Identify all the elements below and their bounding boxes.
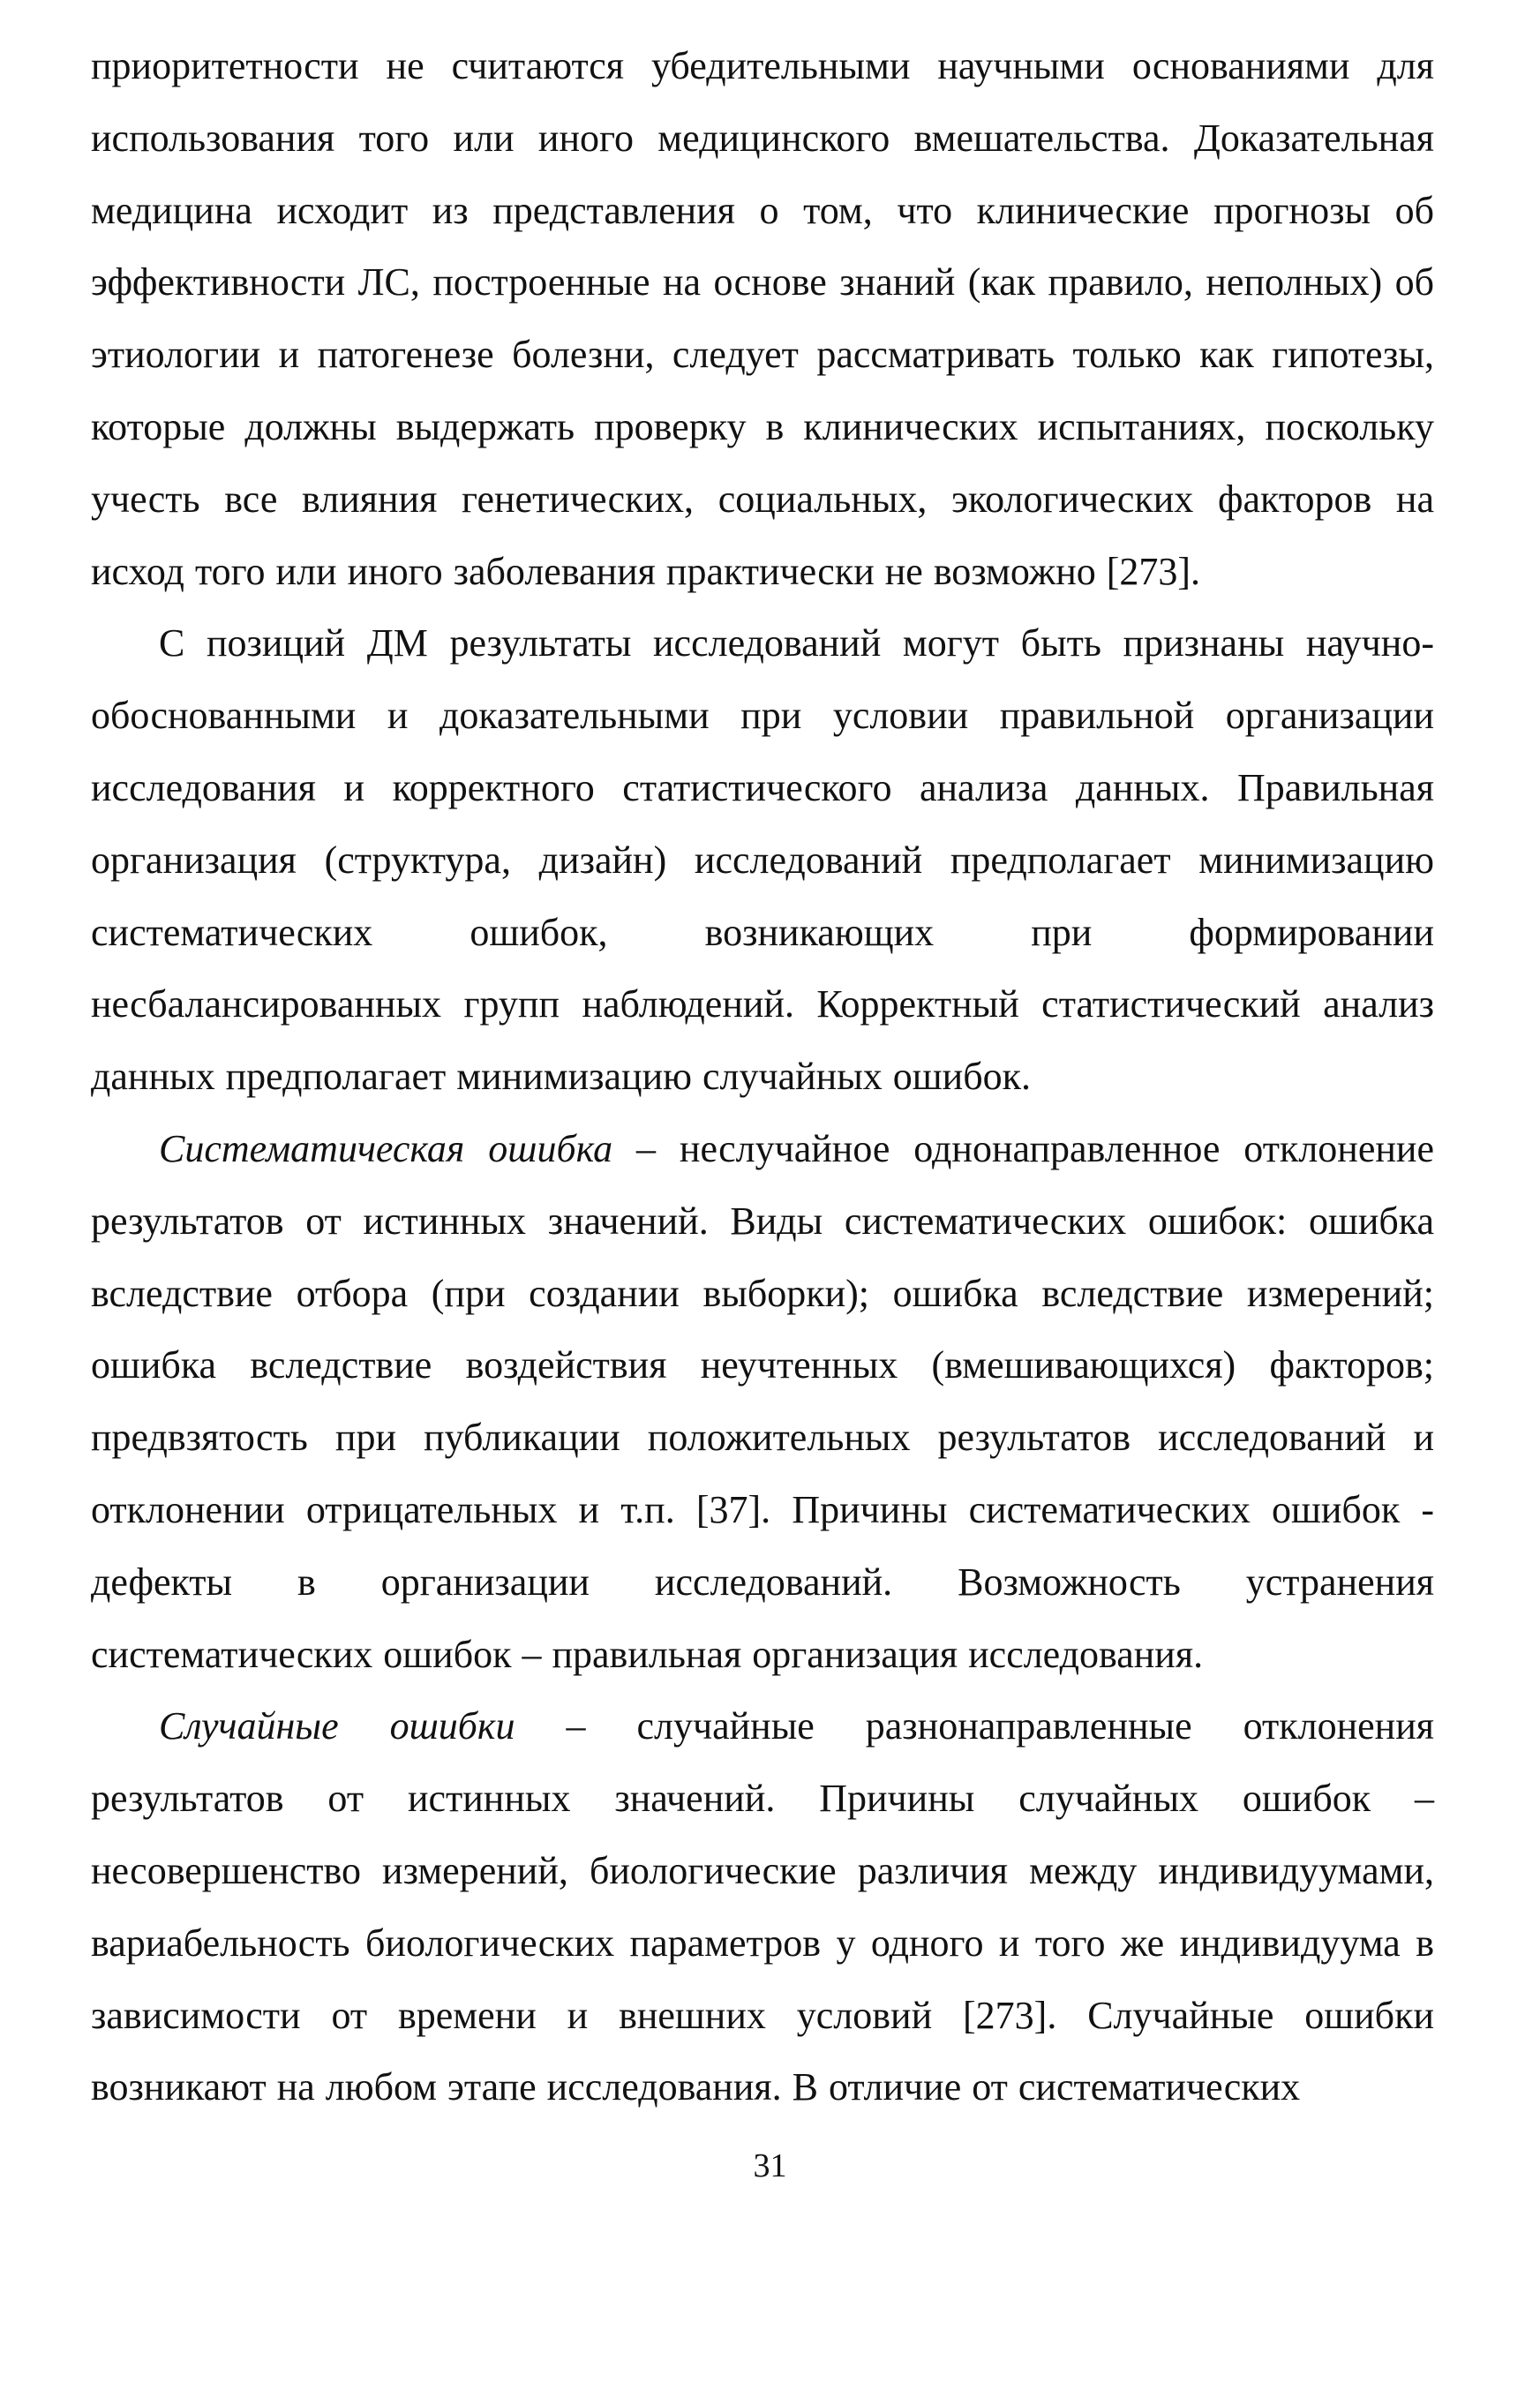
paragraph-text: С позиций ДМ результаты исследований могут быть признаны научно-обоснованными и доказательными при условии правильной организации исследования и корректного статистического анализа данных. Правильная организация (структура, дизайн) исследований предполагает минимизацию систематических ошибок, возникающих при формировании несбалансированных групп наблюдений. Корректный статистический анализ данных предполагает минимизацию случайных ошибок. bbox=[91, 621, 1434, 1099]
paragraph-text: – случайные разнонаправленные отклонения результатов от истинных значений. Причины случайных ошибок – несовершенство измерений, биологические различия между индивидуумами, вариабельность биологических параметров у одного и того же индивидуума в зависимости от времени и внешних условий [273]. Случайные ошибки возникают на любом этапе исследования. В отличие от систематических bbox=[91, 1704, 1434, 2109]
term-random-errors: Случайные ошибки bbox=[159, 1704, 515, 1748]
body-text bbox=[91, 30, 1434, 2124]
paragraph-random-errors bbox=[91, 1690, 1434, 2124]
paragraph-evidence-based-medicine bbox=[91, 607, 1434, 1113]
term-systematic-error: Систематическая ошибка bbox=[159, 1126, 613, 1170]
paragraph-continuation bbox=[91, 30, 1434, 607]
paragraph-text: – неслучайное однонаправленное отклонение результатов от истинных значений. Виды систематических ошибок: ошибка вследствие отбора (при создании выборки); ошибка вследствие измерений; ошибка вследствие воздействия неучтенных (вмешивающихся) факторов; предвзятость при публикации положительных результатов исследований и отклонении отрицательных и т.п. [37]. Причины систематических ошибок - дефекты в организации исследований. Возможность устранения систематических ошибок – правильная организация исследования. bbox=[91, 1126, 1434, 1676]
paragraph-systematic-error bbox=[91, 1113, 1434, 1690]
paragraph-text: приоритетности не считаются убедительными научными основаниями для использования того или иного медицинского вмешательства. Доказательная медицина исходит из представления о том, что клинические прогнозы об эффективности ЛС, построенные на основе знаний (как правило, неполных) об этиологии и патогенезе болезни, следует рассматривать только как гипотезы, которые должны выдержать проверку в клинических испытаниях, поскольку учесть все влияния генетических, социальных, экологических факторов на исход того или иного заболевания практически не возможно [273]. bbox=[91, 44, 1434, 593]
page-number: 31 bbox=[753, 2147, 787, 2184]
